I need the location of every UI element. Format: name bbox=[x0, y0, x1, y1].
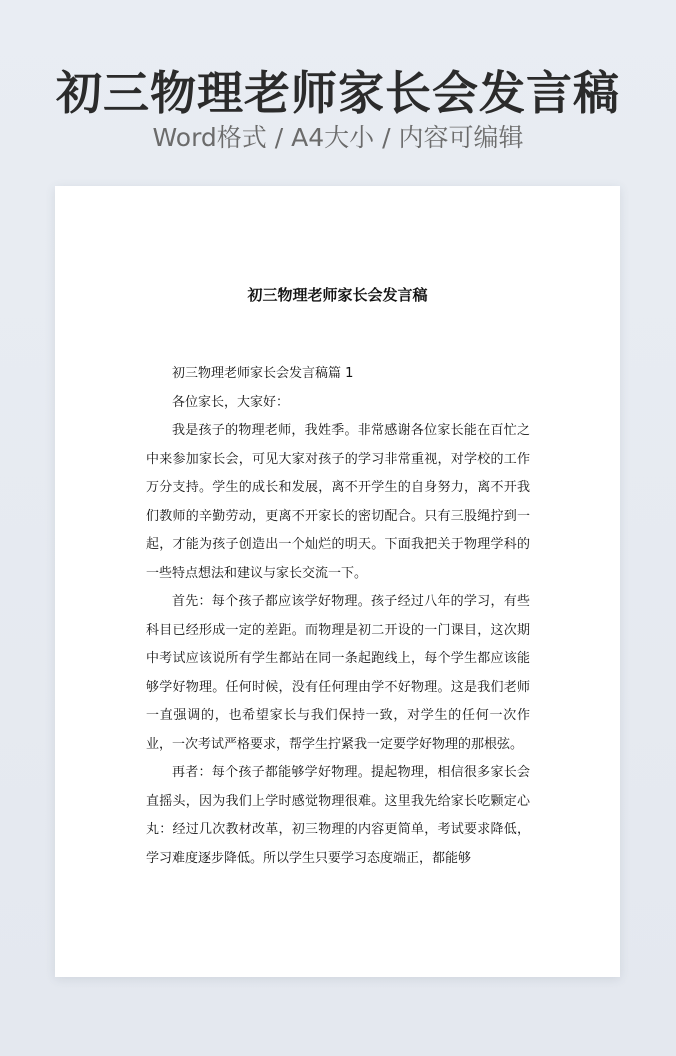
banner-subtitle: Word格式 / A4大小 / 内容可编辑 bbox=[152, 123, 524, 152]
intro-paragraph: 我是孩子的物理老师，我姓季。非常感谢各位家长能在百忙之中来参加家长会，可见大家对孩子的学习非常重视，对学校的工作万分支持。学生的成长和发展，离不开学生的自身努力，离不开我们教师的辛勤劳动，更离不开家长的密切配合。只有三股绳拧到一起，才能为孩子创造出一个灿烂的明天。下面我把关于物理学科的一些特点想法和建议与家长交流一下。 bbox=[146, 423, 530, 581]
banner-title: 初三物理老师家长会发言稿 bbox=[56, 66, 620, 120]
first-point-paragraph: 首先：每个孩子都应该学好物理。孩子经过八年的学习，有些科目已经形成一定的差距。而物理是初二开设的一门课目，这次期中考试应该说所有学生都站在同一条起跑线上，每个学生都应该能够学好物理。任何时候，没有任何理由学不好物理。这是我们老师一直强调的，也希望家长与我们保持一致，对学生的任何一次作业，一次考试严格要求，帮学生拧紧我一定要学好物理的那根弦。 bbox=[146, 594, 530, 752]
document-title: 初三物理老师家长会发言稿 bbox=[247, 286, 428, 304]
document-page bbox=[55, 186, 620, 977]
second-point-paragraph: 再者：每个孩子都能够学好物理。提起物理，相信很多家长会直摇头，因为我们上学时感觉物理很难。这里我先给家长吃颗定心丸：经过几次教材改革，初三物理的内容更简单，考试要求降低，学习难度逐步降低。所以学生只要学习态度端正，都能够 bbox=[146, 765, 530, 866]
document-body bbox=[146, 360, 530, 873]
greeting-paragraph: 各位家长，大家好： bbox=[172, 394, 290, 410]
section-heading: 初三物理老师家长会发言稿篇 1 bbox=[172, 366, 354, 381]
